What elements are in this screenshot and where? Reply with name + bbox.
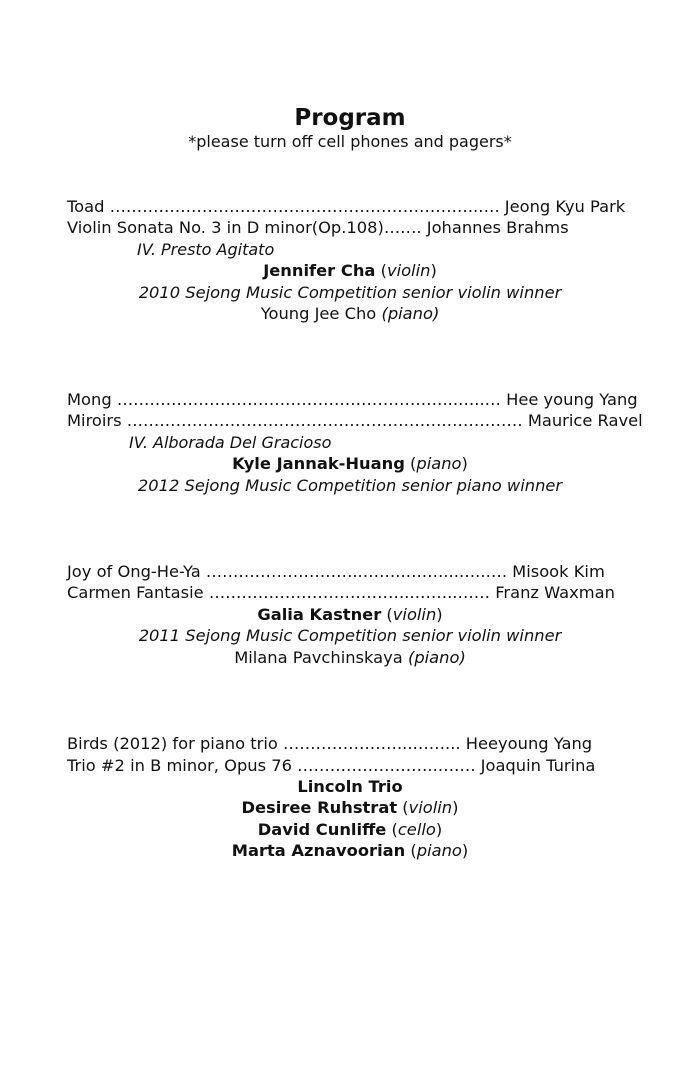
accompanist-line: Young Jee Cho (piano) — [260, 304, 440, 323]
piece-line: Carmen Fantasie ………………………………..……..…… Franz Waxman — [67, 583, 615, 602]
performer-line: Kyle Jannak-Huang (piano) — [232, 454, 468, 473]
accompanist-name: Milana Pavchinskaya — [234, 648, 403, 667]
member-name: Desiree Ruhstrat — [241, 798, 398, 817]
piece-line: Birds (2012) for piano trio …………………...……... Heeyoung Yang — [67, 734, 593, 753]
performer-instrument: piano — [416, 454, 462, 473]
accompanist-instrument: piano — [387, 304, 433, 323]
award-line: 2010 Sejong Music Competition senior violin winner — [138, 283, 562, 302]
award-line: 2012 Sejong Music Competition senior piano winner — [137, 476, 563, 495]
member-name: Marta Aznavoorian — [231, 841, 406, 860]
movement-title: IV. Alborada Del Gracioso — [129, 433, 332, 452]
program-notice: *please turn off cell phones and pagers* — [188, 132, 512, 151]
award-line: 2011 Sejong Music Competition senior violin winner — [138, 626, 562, 645]
performer-instrument: violin — [386, 261, 431, 280]
ensemble-member: Marta Aznavoorian (piano) — [231, 841, 469, 860]
accompanist-instrument: piano — [414, 648, 460, 667]
performer-instrument: violin — [392, 605, 437, 624]
performer-line: Jennifer Cha (violin) — [263, 261, 437, 280]
performer-name: Jennifer Cha — [263, 261, 376, 280]
member-instrument: cello — [397, 820, 436, 839]
piece-line: Violin Sonata No. 3 in D minor(Op.108)……. Johannes Brahms — [67, 218, 569, 237]
performer-line: Galia Kastner (violin) — [257, 605, 443, 624]
piece-line: Joy of Ong-He-Ya ………………………..……..….…...…..…. Misook Kim — [67, 562, 605, 581]
performer-name: Kyle Jannak-Huang — [232, 454, 405, 473]
piece-line: Miroirs ………………………………………………….…………… Maurice Ravel — [67, 411, 643, 430]
piece-line: Trio #2 in B minor, Opus 76 ……………………..……. Joaquin Turina — [67, 756, 596, 775]
piece-line: Mong ……………………………………………………...…..… Hee young Yang — [67, 390, 638, 409]
ensemble-member: David Cunliffe (cello) — [257, 820, 443, 839]
performer-name: Galia Kastner — [257, 605, 382, 624]
piece-line: Toad …………………………………………………………..…. Jeong Kyu Park — [67, 197, 626, 216]
movement-title: IV. Presto Agitato — [137, 240, 275, 259]
member-name: David Cunliffe — [257, 820, 387, 839]
accompanist-name: Young Jee Cho — [260, 304, 377, 323]
program-title: Program — [294, 105, 406, 131]
ensemble-name: Lincoln Trio — [297, 777, 403, 796]
member-instrument: violin — [408, 798, 453, 817]
accompanist-line: Milana Pavchinskaya (piano) — [234, 648, 466, 667]
ensemble-member: Desiree Ruhstrat (violin) — [241, 798, 459, 817]
member-instrument: piano — [416, 841, 462, 860]
